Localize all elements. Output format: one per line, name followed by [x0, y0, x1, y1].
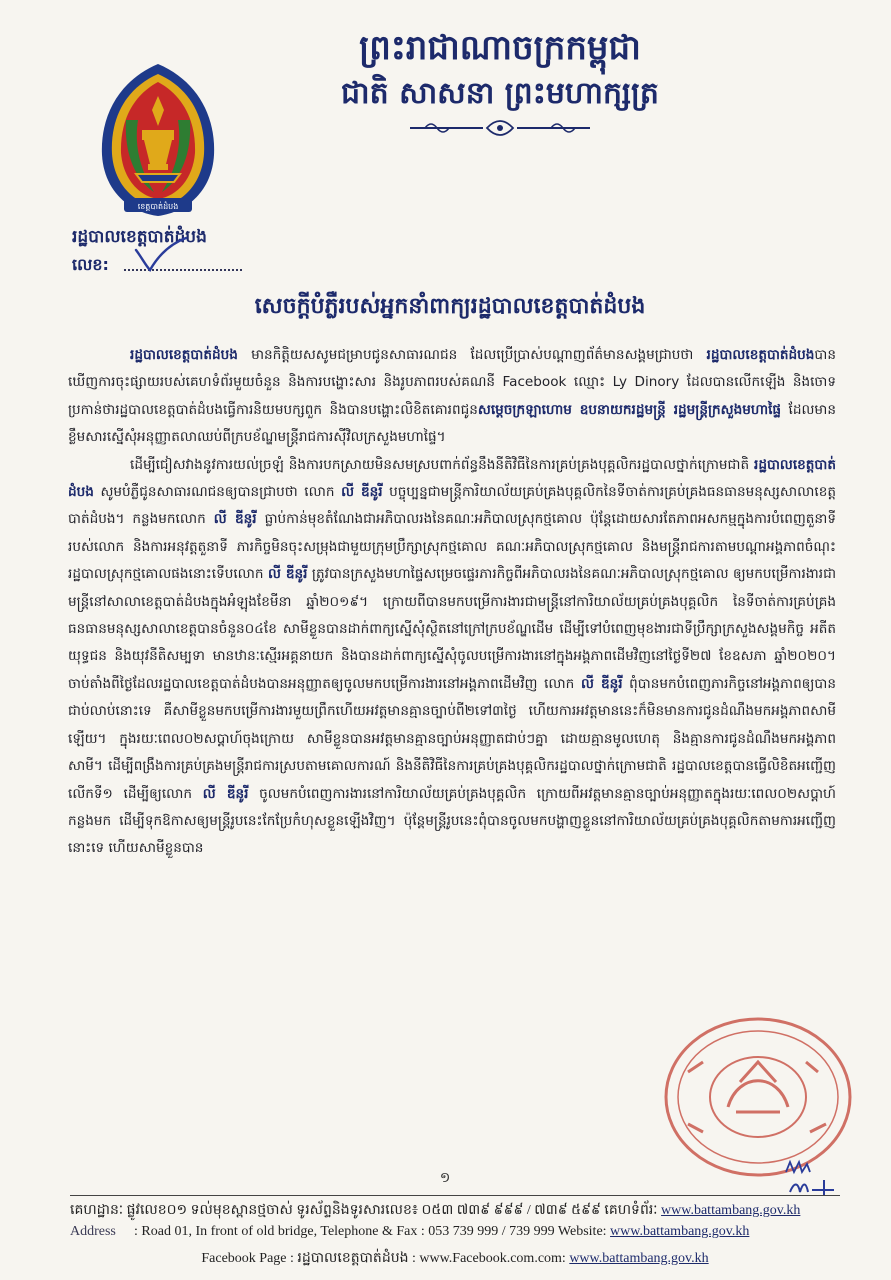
body-text-segment: ត្រូវបានក្រសួងមហាផ្ទៃសម្រេចផ្ទេរភារកិច្ចពីអភិបាលរងនៃគណៈអភិបាលស្រុកថ្មគោល ឲ្យមកបម្រើការងារជាមន្ត្រីនៅសាលាខេត្តបាត់ដំបងក្នុងអំឡុងខែមីនា ឆ្នាំ២០១៩។ ក្រោយពីបានមកបម្រើការងារជាមន្ត្រីនៅការិយាល័យគ្រប់គ្រងបុគ្គលិក នៃទីចាត់ការគ្រប់គ្រងធនធានមនុស្សសាលាខេត្តបានចំនួន០៤ខែ សាមីខ្លួនបានដាក់ពាក្យស្នើសុំស្ថិតនៅក្រៅក្របខ័ណ្ឌដើម ដើម្បីទៅបំពេញមុខងារជាទីប្រឹក្សាក្រសួងសង្គមកិច្ច អតីតយុទ្ធជន និងយុវនីតិសម្បទា មានឋានៈស្មើរអគ្គនាយក និងបានដាក់ពាក្យស្នើសុំចូលបម្រើការងារនៅក្នុងអង្គភាពដើមវិញនៅថ្ងៃទី២៧ ខែឧសភា ឆ្នាំ២០២០។ ចាប់តាំងពីថ្ងៃដែលរដ្ឋបាលខេត្តបាត់ដំបងបានអនុញ្ញាតឲ្យចូលមកបម្រើការងារនៅអង្គភាពដើមវិញ លោក [68, 566, 837, 692]
org-emphasis: រដ្ឋបាលខេត្តបាត់ដំបង [706, 347, 815, 363]
person-name-emphasis: លី ឌីនូរី [202, 785, 249, 802]
body-text-segment: ពុំបានមកបំពេញភារកិច្ចនៅអង្គភាពឲ្យបានជាប់លាប់នោះទេ គឺសាមីខ្លួនមកបម្រើការងារមួយព្រឹកហើយអវត្តមានគ្មានច្បាប់ពី២ទៅ៣ថ្ងៃ ហើយការអវត្តមាននេះក៏មិនមានការជូនដំណឹងមកអង្គភាពសាមីឡើយ។ ក្នុងរយៈពេល០២សប្តាហ៍ចុងក្រោយ សាមីខ្លួនបានអវត្តមានគ្មានច្បាប់អនុញ្ញាតជាប់ៗគ្នា ដោយគ្មានមូលហេតុ និងគ្មានការជូនដំណឹងមកអង្គភាពសាមី។ ដើម្បីពង្រឹងការគ្រប់គ្រងមន្ត្រីរាជការស្របតាមគោលការណ៍ និងនីតិវិធីនៃការគ្រប់គ្រងបុគ្គលិករដ្ឋបាលថ្នាក់ក្រោមជាតិ រដ្ឋបាលខេត្តបានធ្វើលិខិតអញ្ជើញលើកទី១ ដើម្បីឲ្យលោក [68, 675, 836, 802]
national-motto: ជាតិ សាសនា ព្រះមហាក្សត្រ [341, 76, 659, 111]
body-text-segment: បានឃើញការចុះផ្សាយរបស់គេហទំព័រមួយចំនួន និងការបង្ហោះសារ និងរូបភាពរបស់គណនី Facebook ឈ្មោះ Ly Dinory ដែលបានលើកឡើង និងចោទប្រកាន់ថារដ្ឋបាលខេត្តបាត់ដំបងធ្វើការនិយមបក្សពួក និងបានបង្ហោះលិខិតគោរពជូន [68, 347, 836, 418]
page-number: ១ [439, 1170, 451, 1186]
body-text-segment: ចូលមកបំពេញការងារនៅការិយាល័យគ្រប់គ្រងបុគ្គលិក ក្រោយពីអវត្តមានគ្មានច្បាប់អនុញ្ញាតក្នុងរយៈពេល០២សប្តាហ៍កន្លងមក ដើម្បីទុកឱកាសឲ្យមន្ត្រីរូបនេះកែប្រែកំហុសខ្លួនឡើងវិញ។ ប៉ុន្តែមន្ត្រីរូបនេះពុំបានចូលមកបង្ហាញខ្លួននៅការិយាល័យគ្រប់គ្រងបុគ្គលិកតាមការអញ្ជើញនោះទេ ហើយសាមីខ្លួនបាន [68, 785, 837, 857]
kingdom-heading: ព្រះរាជាណាចក្រកម្ពុជា [359, 28, 641, 68]
statement-body [68, 342, 836, 1142]
footer-khmer-address [70, 1200, 840, 1221]
body-text-segment: ធ្លាប់កាន់មុខតំណែងជាអភិបាលរងនៃគណៈអភិបាលស្រុកថ្មគោល ប៉ុន្តែដោយសារតែភាពអសកម្មក្នុងការបំពេញតួនាទីរបស់លោក និងការអនុវត្តតួនាទី ភារកិច្ចមិនចុះសម្រុងជាមួយក្រុមប្រឹក្សាស្រុកថ្មគោល គណៈអភិបាលស្រុកថ្មគោល និងមន្ត្រីរាជការតាមបណ្តាអង្គភាពចំណុះរដ្ឋបាលស្រុកថ្មគោលផងនោះទើបលោក [68, 511, 836, 583]
footer-khmer-address-text: គេហដ្ឋានៈ ផ្លូវលេខ០១ ទល់មុខស្ពានថ្មចាស់ ទូរស័ព្ទនិងទូរសារលេខ៖ ០៥៣ ៧៣៩ ៩៩៩ / ៧៣៩ ៥៩៩ គេហទំព័រៈ [70, 1203, 658, 1218]
body-text-segment: សូមបំភ្លឺជូនសាធារណជនឲ្យបានជ្រាបថា លោក [93, 484, 342, 501]
footer-khmer-website-link[interactable]: www.battambang.gov.kh [661, 1203, 801, 1218]
body-text-segment: ដើម្បីជៀសវាងនូវការយល់ច្រឡំ និងការបកស្រាយមិនសមស្របពាក់ព័ន្ធនឹងនីតិវិធីនៃការគ្រប់គ្រងបុគ្គលិករដ្ឋបាលថ្នាក់ក្រោមជាតិ [130, 456, 755, 473]
person-name-emphasis: លី ឌីនូរី [580, 675, 623, 692]
handwritten-check-icon [132, 234, 190, 274]
organization-name: រដ្ឋបាលខេត្តបាត់ដំបង [72, 227, 207, 247]
footer-facebook-text: Facebook Page : រដ្ឋបាលខេត្តបាត់ដំបង : www.Facebook.com.com: [201, 1251, 566, 1266]
footer-address-label: Address [70, 1224, 116, 1239]
org-emphasis: រដ្ឋបាលខេត្តបាត់ដំបង [130, 347, 238, 363]
person-name-emphasis: លី ឌីនូរី [213, 511, 257, 528]
paragraph-1 [68, 342, 836, 452]
document-title: សេចក្តីបំភ្លឺរបស់អ្នកនាំពាក្យរដ្ឋបាលខេត្តបាត់ដំបង [254, 294, 646, 319]
reference-label: លេខ: [72, 255, 109, 274]
handwritten-initials-icon [780, 1158, 850, 1198]
minister-emphasis: សម្តេចក្រឡាហោម ឧបនាយករដ្ឋមន្ត្រី រដ្ឋមន្ត្រីក្រសួងមហាផ្ទៃ [477, 401, 782, 418]
footer-facebook [70, 1248, 840, 1269]
body-text-segment: មានកិត្តិយសសូមជម្រាបជូនសាធារណជន ដែលប្រើប្រាស់បណ្តាញព័ត៌មានសង្គមជ្រាបថា [237, 347, 707, 363]
footer-facebook-website-link[interactable]: www.battambang.gov.kh [569, 1251, 709, 1266]
footer-address-text: : Road 01, In front of old bridge, Telephone & Fax : 053 739 999 / 739 999 Website: [134, 1224, 607, 1239]
ornament-divider-icon [405, 118, 595, 138]
org-emphasis: រដ្ឋបាលខេត្តបាត់ដំបង [68, 456, 836, 501]
person-name-emphasis: លី ឌីនូរី [268, 566, 308, 583]
footer-english-address [70, 1224, 840, 1240]
footer-divider [70, 1195, 840, 1196]
paragraph-2 [68, 452, 836, 863]
seal-caption: ខេត្តបាត់ដំបង [137, 202, 179, 211]
person-name-emphasis: លី឵ ឌីនូរី [341, 484, 383, 501]
body-text-segment: ដែលមានខ្លឹមសារស្នើសុំអនុញ្ញាតលាឈប់ពីក្របខ័ណ្ឌមន្ត្រីរាជការស៊ីវិលក្រសួងមហាផ្ទៃ។ [68, 401, 837, 446]
footer-website-link[interactable]: www.battambang.gov.kh [610, 1224, 750, 1239]
provincial-seal-icon [96, 60, 220, 220]
body-text-segment: បច្ចុប្បន្នជាមន្ត្រីការិយាល័យគ្រប់គ្រងបុគ្គលិកនៃទីចាត់ការគ្រប់គ្រងធនធានមនុស្សសាលាខេត្តបាត់ដំបង។ កន្លងមកលោក [68, 484, 836, 528]
